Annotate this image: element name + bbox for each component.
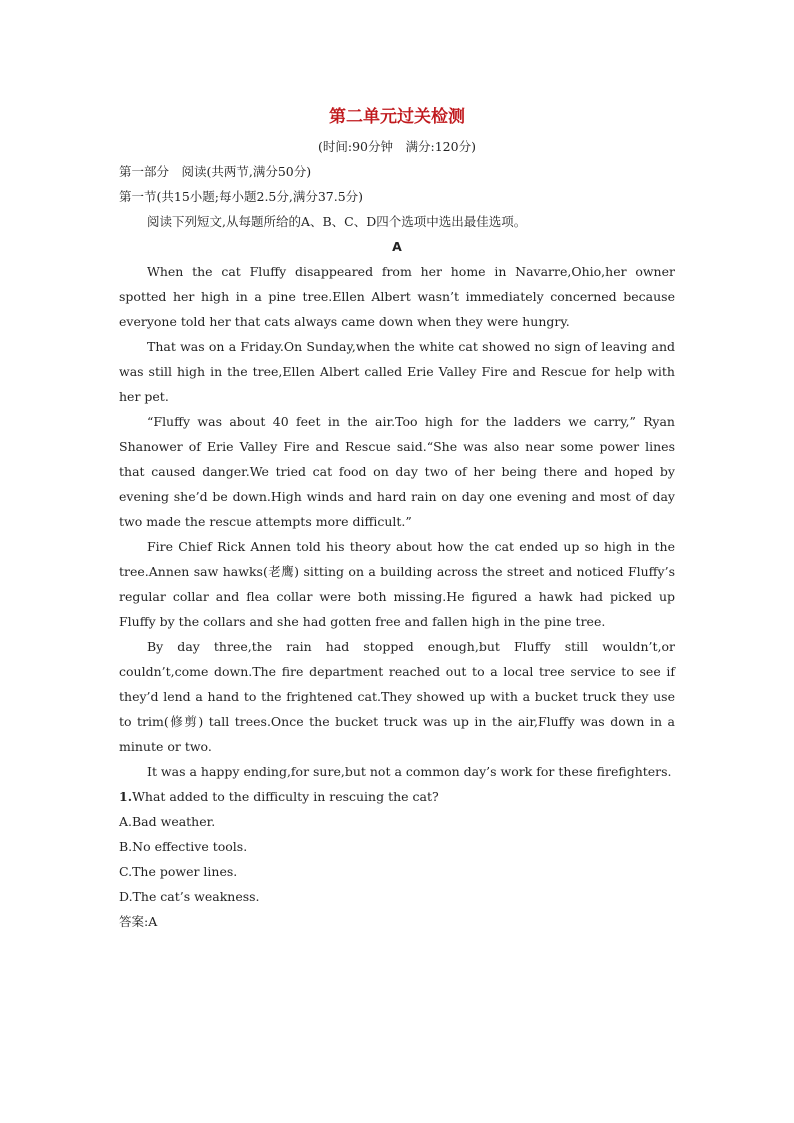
- passage-paragraph: “Fluffy was about 40 feet in the air.Too high for the ladders we carry,” Ryan Shanower of Erie Valley Fire and Rescue said.“She was also near some power lines that caused danger.We tried cat food on day two of her being there and hoped by evening she’d be down.High winds and hard rain on day one evening and most of day two made the rescue attempts more difficult.”: [119, 414, 675, 529]
- passage-paragraph: It was a happy ending,for sure,but not a common day’s work for these firefighters.: [147, 764, 672, 779]
- page-title: 第二单元过关检测: [329, 107, 465, 127]
- option-c: C.The power lines.: [119, 864, 238, 879]
- part-heading: 第一部分 阅读(共两节,满分50分): [119, 164, 312, 179]
- section-heading: 第一节(共15小题;每小题2.5分,满分37.5分): [119, 189, 364, 204]
- option-a: A.Bad weather.: [119, 814, 216, 829]
- passage-paragraph: By day three,the rain had stopped enough,but Fluffy still wouldn’t,or couldn’t,come down.The fire department reached out to a local tree service to see if they’d lend a hand to the frightened cat.They showed up with a bucket truck they use to trim(修剪) tall trees.Once the bucket truck was up in the air,Fluffy was down in a minute or two.: [119, 639, 675, 754]
- passage-paragraph: When the cat Fluffy disappeared from her home in Navarre,Ohio,her owner spotted her high in a pine tree.Ellen Albert wasn’t immediately concerned because everyone told her that cats always came down when they were hungry.: [119, 264, 675, 329]
- exam-time-score: (时间:90分钟 满分:120分): [318, 139, 476, 154]
- question-number: 1.: [119, 789, 133, 804]
- question-1: [119, 784, 675, 809]
- instruction-text: 阅读下列短文,从每题所给的A、B、C、D四个选项中选出最佳选项。: [147, 214, 527, 229]
- passage-paragraph: That was on a Friday.On Sunday,when the white cat showed no sign of leaving and was still high in the tree,Ellen Albert called Erie Valley Fire and Rescue for help with her pet.: [119, 339, 675, 404]
- document-page: [119, 100, 675, 934]
- passage-paragraph: Fire Chief Rick Annen told his theory about how the cat ended up so high in the tree.Annen saw hawks(老鹰) sitting on a building across the street and noticed Fluffy’s regular collar and flea collar were both missing.He figured a hawk had picked up Fluffy by the collars and she had gotten free and fallen high in the pine tree.: [119, 539, 675, 629]
- question-stem: What added to the difficulty in rescuing the cat?: [132, 789, 439, 804]
- passage-letter: A: [392, 239, 402, 254]
- answer-text: 答案:A: [119, 914, 158, 929]
- option-d: D.The cat’s weakness.: [119, 889, 260, 904]
- option-b: B.No effective tools.: [119, 839, 248, 854]
